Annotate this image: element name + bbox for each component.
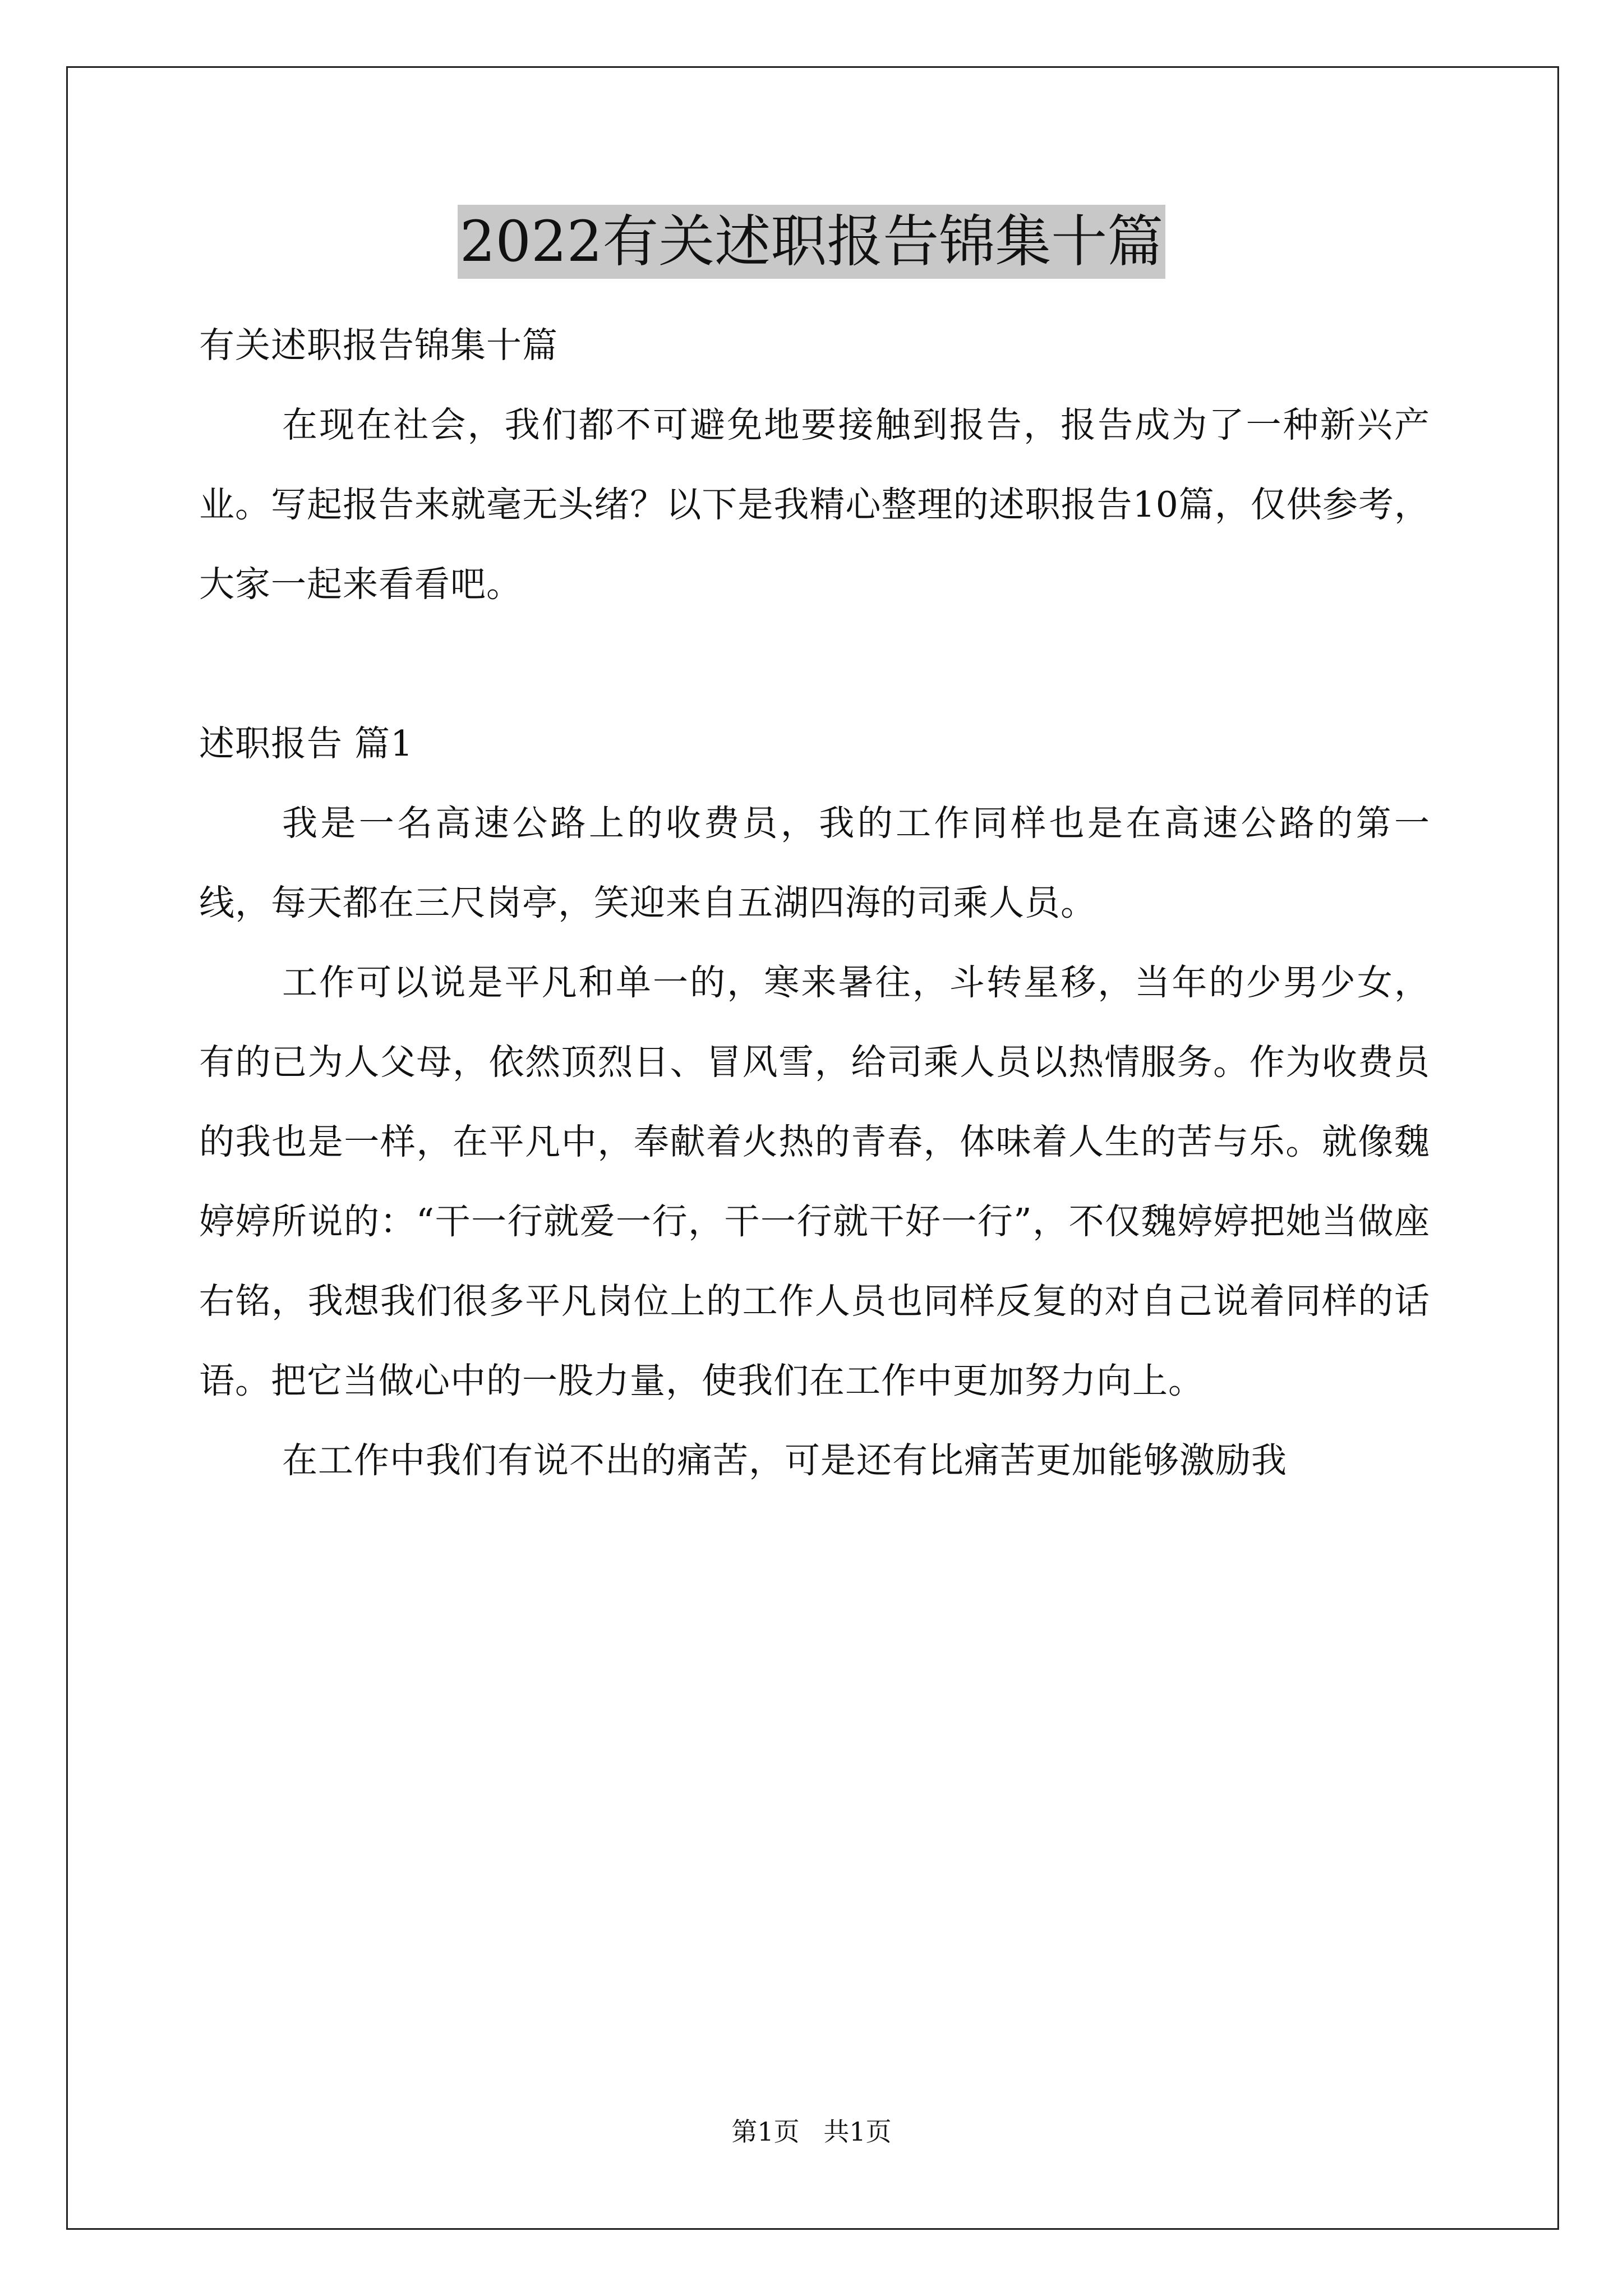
document-subtitle: 有关述职报告锦集十篇	[199, 325, 558, 366]
page-number-total: 共1页	[823, 2116, 892, 2147]
body-paragraph: 我是一名高速公路上的收费员，我的工作同样也是在高速公路的第一线，每天都在三尺岗亭，笑迎来自五湖四海的司乘人员。	[199, 803, 1430, 923]
body-paragraph: 在工作中我们有说不出的痛苦，可是还有比痛苦更加能够激励我	[282, 1440, 1287, 1481]
page-number-current: 第1页	[731, 2116, 800, 2147]
body-paragraph: 工作可以说是平凡和单一的，寒来暑往，斗转星移，当年的少男少女，有的已为人父母，依然顶烈日、冒风雪，给司乘人员以热情服务。作为收费员的我也是一样，在平凡中，奉献着火热的青春，体味着人生的苦与乐。就像魏婷婷所说的：“干一行就爱一行，干一行就干好一行”，不仅魏婷婷把她当做座右铭，我想我们很多平凡岗位上的工作人员也同样反复的对自己说着同样的话语。把它当做心中的一股力量，使我们在工作中更加努力向上。	[199, 962, 1430, 1401]
title-container	[0, 205, 1623, 279]
intro-paragraph: 在现在社会，我们都不可避免地要接触到报告，报告成为了一种新兴产业。写起报告来就毫无头绪？以下是我精心整理的述职报告10篇，仅供参考，大家一起来看看吧。	[199, 404, 1430, 605]
section-heading: 述职报告 篇1	[199, 723, 414, 764]
spacer	[199, 624, 1430, 704]
document-body	[199, 306, 1430, 1501]
document-title: 2022有关述职报告锦集十篇	[458, 205, 1166, 279]
page-footer	[0, 2115, 1623, 2148]
